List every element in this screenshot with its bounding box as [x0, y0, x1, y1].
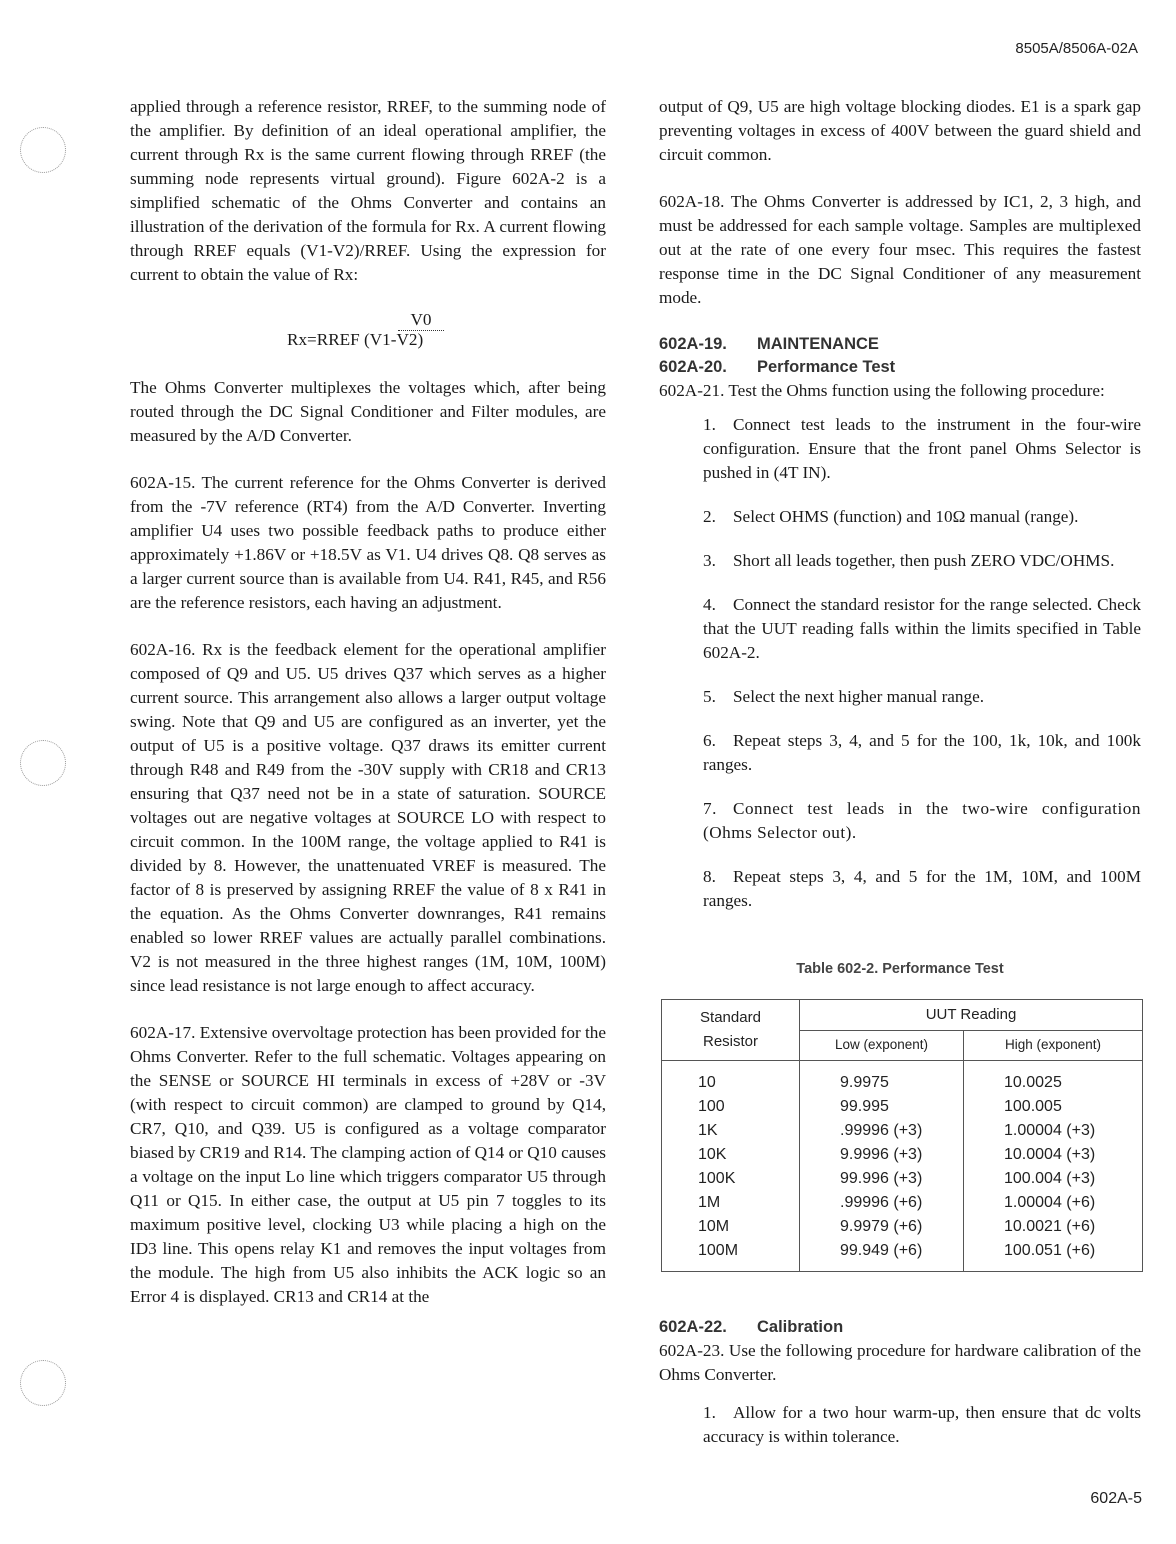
paragraph-602A-18: 602A-18. The Ohms Converter is addressed by IC1, 2, 3 high, and must be addressed for each sample voltage. Samples are multiplexed out at the rate of one every four msec. This requires the fastest response time in the DC Signal Conditioner of any measurement mode.: [659, 192, 1141, 307]
cell-resistor: 10K: [662, 1143, 800, 1167]
paragraph-multiplexing: The Ohms Converter multiplexes the voltages which, after being routed through the DC Signal Conditioner and Filter modules, are measured by the A/D Converter.: [130, 378, 606, 445]
heading-performance-test: [659, 356, 1141, 379]
heading-number: 602A-22.: [659, 1318, 727, 1336]
paragraph-602A-17-continued: output of Q9, U5 are high voltage blocking diodes. E1 is a spark gap preventing voltages in excess of 400V between the guard shield and circuit common.: [659, 97, 1141, 164]
header-uut-reading: UUT Reading: [800, 1000, 1143, 1031]
cell-low: 99.996 (+3): [800, 1167, 964, 1191]
cell-low: .99996 (+6): [800, 1191, 964, 1215]
cell-resistor: 100: [662, 1095, 800, 1119]
paragraph-602A-15: 602A-15. The current reference for the Ohms Converter is derived from the -7V reference (RT4) from the A/D Converter. Inverting amplifier U4 uses two possible feedback paths to produce either approximately +1.86V or +18.5V as V1. U4 drives Q8. Q8 serves as a larger current source than is available from U4. R41, R45, and R56 are the reference resistors, each having an adjustment.: [130, 473, 606, 612]
cell-low: .99996 (+3): [800, 1119, 964, 1143]
table-row: [662, 1119, 1143, 1143]
paragraph-rref-intro: applied through a reference resistor, RREF, to the summing node of the amplifier. By definition of an ideal operational amplifier, the current through Rx is the same current flowing through RREF (the summing node represents virtual ground). Figure 602A-2 is a simplified schematic of the Ohms Converter and contains an illustration of the derivation of the formula for Rx. A current flowing through RREF equals (V1-V2)/RREF. Using the expression for current to obtain the value of Rx:: [130, 97, 606, 284]
paragraph-602A-21: 602A-21. Test the Ohms function using the following procedure:: [659, 381, 1105, 400]
performance-steps: [659, 413, 1141, 913]
cell-high: 10.0021 (+6): [964, 1215, 1143, 1239]
punch-hole-top: [20, 127, 66, 173]
calibration-step-item: 1. Allow for a two hour warm-up, then ensure that dc volts accuracy is within tolerance.: [703, 1403, 1141, 1446]
cell-high: 10.0025: [964, 1061, 1143, 1096]
table-row: [662, 1061, 1143, 1096]
cell-low: 9.9996 (+3): [800, 1143, 964, 1167]
cell-high: 1.00004 (+6): [964, 1191, 1143, 1215]
cell-high: 1.00004 (+3): [964, 1119, 1143, 1143]
step-item: 4. Connect the standard resistor for the range selected. Check that the UUT reading falls within the limits specified in Table 602A-2.: [703, 595, 1141, 662]
heading-title: MAINTENANCE: [757, 335, 879, 353]
cell-resistor: 100M: [662, 1239, 800, 1272]
step-item: 7. Connect test leads in the two-wire configuration (Ohms Selector out).: [703, 799, 1141, 842]
step-item: 6. Repeat steps 3, 4, and 5 for the 100, 1k, 10k, and 100k ranges.: [703, 731, 1141, 774]
cell-resistor: 100K: [662, 1167, 800, 1191]
step-item: 1. Connect test leads to the instrument in the four-wire configuration. Ensure that the front panel Ohms Selector is pushed in (4T IN).: [703, 415, 1141, 482]
punch-hole-bottom: [20, 1360, 66, 1406]
cell-low: 9.9975: [800, 1061, 964, 1096]
cell-low: 99.949 (+6): [800, 1239, 964, 1272]
cell-high: 100.004 (+3): [964, 1167, 1143, 1191]
formula-numerator: V0: [410, 310, 432, 329]
paragraph-602A-16: 602A-16. Rx is the feedback element for the operational amplifier composed of Q9 and U5. U5 drives Q37 which serves as a higher current source. This arrangement also allows a larger output voltage swing. Note that Q9 and U5 are configured as an inverter, yet the output of U5 is a positive voltage. Q37 draws its emitter current through R48 and R49 from the -30V supply with CR18 and CR13 ensuring that Q37 need not be in a state of saturation. SOURCE voltages out are negative voltages at SOURCE LO with respect to circuit common. In the 100M range, the voltage applied to R41 is divided by 8. However, the unattenuated VREF is measured. The factor of 8 is preserved by assigning RREF the value of 8 x R41 in the equation. As the Ohms Converter downranges, R41 remains enabled so lower RREF values are actually parallel combinations. V2 is not measured in the three highest ranges (1M, 10M, 100M) since lead resistance is not large enough to affect accuracy.: [130, 640, 606, 995]
rx-formula: [130, 310, 606, 354]
document-id: 8505A/8506A-02A: [1015, 40, 1138, 57]
header-high: High (exponent): [964, 1031, 1143, 1061]
cell-high: 100.005: [964, 1095, 1143, 1119]
cell-low: 9.9979 (+6): [800, 1215, 964, 1239]
paragraph-602A-17: 602A-17. Extensive overvoltage protection has been provided for the Ohms Converter. Refer to the full schematic. Voltages appearing on the SENSE or SOURCE HI terminals in excess of +28V or -3V (with respect to circuit common) are clamped to ground by Q14, CR7, Q10, and Q39. U5 is configured as a voltage comparator biased by CR19 and R14. The clamping action of Q14 or Q10 causes a voltage on the input Lo line which triggers comparator U5 through Q11 or Q15. In either case, the output at U5 pin 7 toggles to its maximum positive level, clocking U3 while placing a high on the ID3 line. This opens relay K1 and removes the input voltages from the module. The high from U5 also inhibits the ACK logic so an Error 4 is displayed. CR13 and CR14 at the: [130, 1023, 606, 1306]
cell-resistor: 10: [662, 1061, 800, 1096]
page-number: 602A-5: [1090, 1490, 1142, 1507]
cell-resistor: 1K: [662, 1119, 800, 1143]
punch-hole-middle: [20, 740, 66, 786]
heading-number: 602A-20.: [659, 358, 727, 376]
heading-title: Performance Test: [757, 358, 896, 376]
cell-high: 100.051 (+6): [964, 1239, 1143, 1272]
table-row: [662, 1143, 1143, 1167]
cell-resistor: 1M: [662, 1191, 800, 1215]
table-row: [662, 1095, 1143, 1119]
cell-high: 10.0004 (+3): [964, 1143, 1143, 1167]
step-item: 2. Select OHMS (function) and 10Ω manual (range).: [703, 507, 1079, 526]
header-low: Low (exponent): [800, 1031, 964, 1061]
left-column: [130, 95, 606, 1332]
table-caption: Table 602-2. Performance Test: [796, 961, 1004, 977]
cell-low: 99.995: [800, 1095, 964, 1119]
formula-expression: Rx=RREF (V1-V2): [287, 330, 424, 349]
table-row: [662, 1191, 1143, 1215]
heading-number: 602A-19.: [659, 335, 727, 353]
step-item: 8. Repeat steps 3, 4, and 5 for the 1M, 10M, and 100M ranges.: [703, 867, 1141, 910]
cell-resistor: 10M: [662, 1215, 800, 1239]
step-item: 5. Select the next higher manual range.: [703, 687, 985, 706]
heading-maintenance: [659, 333, 1141, 356]
table-row: [662, 1215, 1143, 1239]
heading-title: Calibration: [757, 1318, 844, 1336]
heading-calibration: [659, 1316, 1141, 1339]
table-row: [662, 1167, 1143, 1191]
table-row: [662, 1239, 1143, 1272]
header-standard-resistor: Standard Resistor: [662, 1000, 800, 1061]
step-item: 3. Short all leads together, then push ZERO VDC/OHMS.: [703, 551, 1115, 570]
paragraph-602A-23: 602A-23. Use the following procedure for hardware calibration of the Ohms Converter.: [659, 1341, 1141, 1384]
performance-test-table: [661, 999, 1143, 1272]
right-column: [659, 95, 1141, 1469]
